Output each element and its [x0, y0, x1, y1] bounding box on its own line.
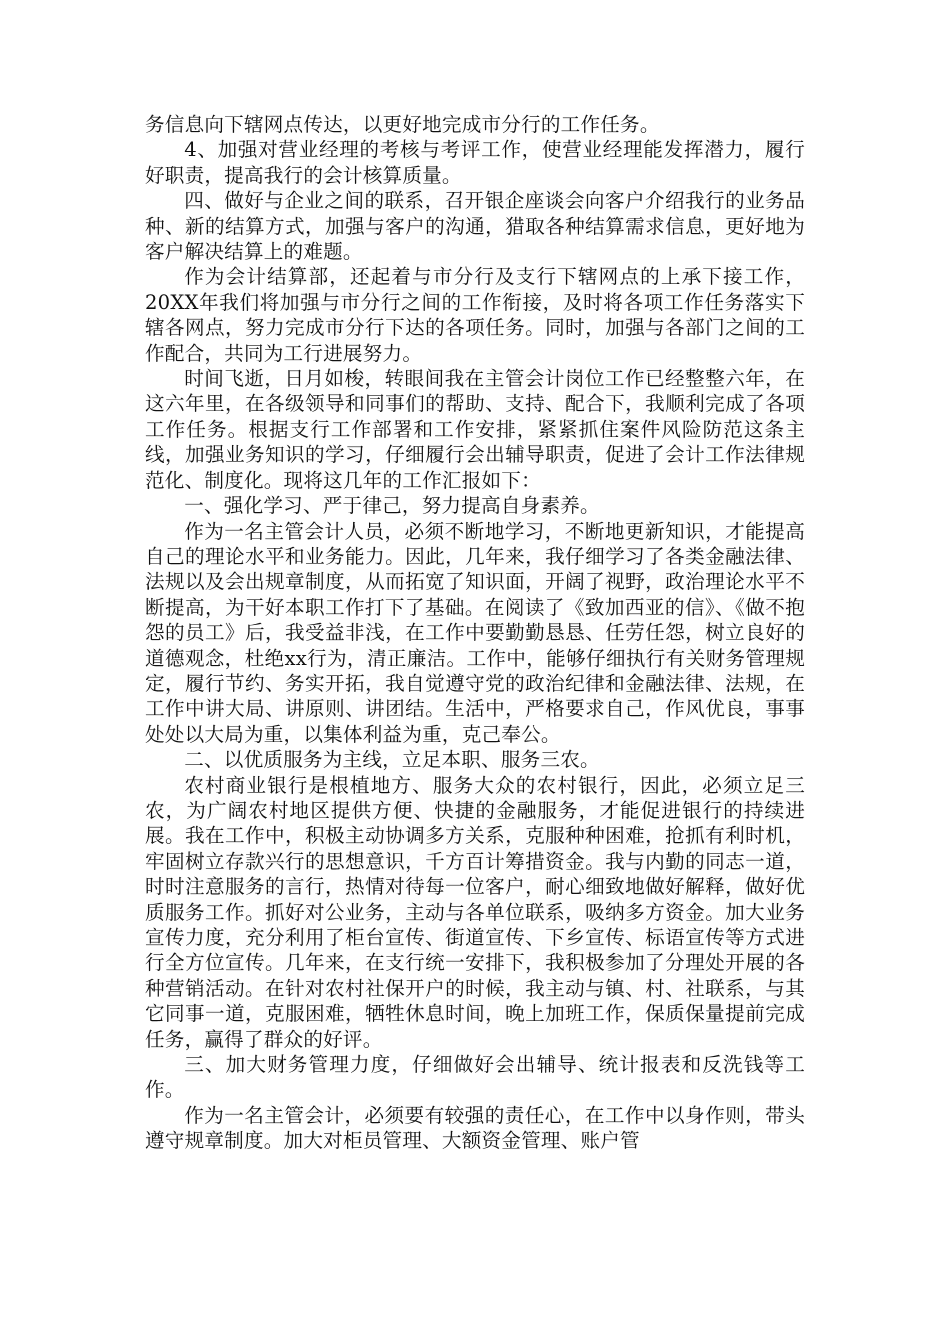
section-heading-2: 二、以优质服务为主线，立足本职、服务三农。: [184, 748, 600, 772]
paragraph-3: 四、做好与企业之间的联系，召开银企座谈会向客户介绍我行的业务品种、新的结算方式，加强与客户的沟通，猎取各种结算需求信息，更好地为客户解决结算上的难题。: [145, 189, 805, 264]
paragraph-5: 时间飞逝，日月如梭，转眼间我在主管会计岗位工作已经整整六年，在这六年里，在各级领导和同事们的帮助、支持、配合下，我顺利完成了各项工作任务。根据支行工作部署和工作安排，紧紧抓住案件风险防范这条主线，加强业务知识的学习，仔细履行会出辅导职责，促进了会计工作法律规范化、制度化。现将这几年的工作汇报如下：: [145, 367, 805, 492]
paragraph-7: 农村商业银行是根植地方、服务大众的农村银行，因此，必须立足三农，为广阔农村地区提供方便、快捷的金融服务，才能促进银行的持续进展。我在工作中，积极主动协调多方关系，克服种种困难，抢抓有利时机，牢固树立存款兴行的思想意识，千方百计筹措资金。我与内勤的同志一道，时时注意服务的言行，热情对待每一位客户，耐心细致地做好解释，做好优质服务工作。抓好对公业务，主动与各单位联系，吸纳多方资金。加大业务宣传力度，充分利用了柜台宣传、街道宣传、下乡宣传、标语宣传等方式进行全方位宣传。几年来，在支行统一安排下，我积极参加了分理处开展的各种营销活动。在针对农村社保开户的时候，我主动与镇、村、社联系，与其它同事一道，克服困难，牺牲休息时间，晚上加班工作，保质保量提前完成任务，赢得了群众的好评。: [145, 773, 805, 1051]
paragraph-8: 作为一名主管会计，必须要有较强的责任心，在工作中以身作则，带头遵守规章制度。加大对柜员管理、大额资金管理、账户管: [145, 1103, 805, 1153]
section-heading-3: 三、加大财务管理力度，仔细做好会出辅导、统计报表和反洗钱等工作。: [145, 1053, 805, 1102]
paragraph-2: 4、加强对营业经理的考核与考评工作，使营业经理能发挥潜力，履行好职责，提高我行的会计核算质量。: [145, 138, 805, 187]
paragraph-4: 作为会计结算部，还起着与市分行及支行下辖网点的上承下接工作，20XX年我们将加强与市分行之间的工作衔接，及时将各项工作任务落实下辖各网点，努力完成市分行下达的各项任务。同时，加强与各部门之间的工作配合，共同为工行进展努力。: [145, 265, 805, 365]
paragraph-6: 作为一名主管会计人员，必须不断地学习，不断地更新知识，才能提高自己的理论水平和业务能力。因此，几年来，我仔细学习了各类金融法律、法规以及会出规章制度，从而拓宽了知识面，开阔了视野，政治理论水平不断提高，为干好本职工作打下了基础。在阅读了《致加西亚的信》、《做不抱怨的员工》后，我受益非浅，在工作中要勤勤恳恳、任劳任怨，树立良好的道德观念，杜绝xx行为，清正廉洁。工作中，能够仔细执行有关财务管理规定，履行节约、务实开拓，我自觉遵守党的政治纪律和金融法律、法规，在工作中讲大局、讲原则、讲团结。生活中，严格要求自己，作风优良，事事处处以大局为重，以集体利益为重，克己奉公。: [145, 519, 805, 746]
document-page: [145, 112, 805, 1154]
paragraph-1: 务信息向下辖网点传达，以更好地完成市分行的工作任务。: [145, 113, 660, 136]
section-heading-1: 一、强化学习、严于律己，努力提高自身素养。: [184, 494, 600, 518]
